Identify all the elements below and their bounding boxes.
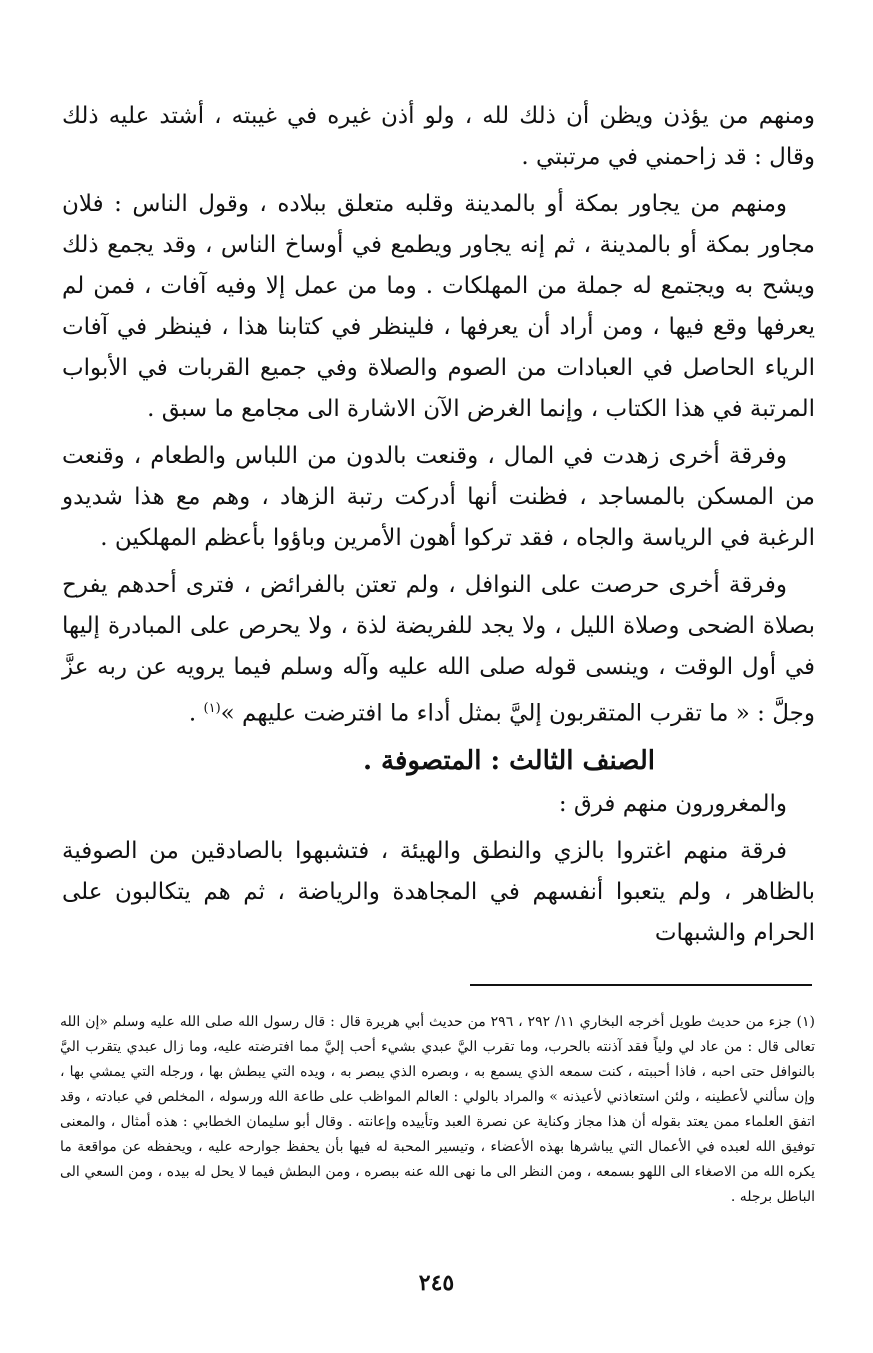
paragraph-2: ومنهم من يجاور بمكة أو بالمدينة وقلبه متعلق ببلاده ، وقول الناس : فلان مجاور بمكة أو بالمدينة ، ثم إنه يجاور ويطمع في أوساخ الناس ، وقد يجمع ذلك ويشح به ويجتمع له جملة من المهلكات . وما من عمل إلا وفيه آفات ، فمن لم يعرفها وقع فيها ، ومن أراد أن يعرفها ، فلينظر في كتابنا هذا ، فينظر في آفات الرياء الحاصل في العبادات من الصوم والصلاة وفي جميع القربات في الأبواب المرتبة في هذا الكتاب ، وإنما الغرض الآن الاشارة الى مجامع ما سبق . — [62, 191, 815, 422]
section-heading: الصنف الثالث : المتصوفة . — [362, 745, 655, 776]
paragraph-4 — [62, 565, 815, 735]
paragraph-5: والمغرورون منهم فرق : — [558, 790, 787, 817]
footnote-marker-tail: . — [188, 700, 204, 727]
paragraph-1: ومنهم من يؤذن ويظن أن ذلك لله ، ولو أذن غيره في غيبته ، أشتد عليه ذلك وقال : قد زاحمني في مرتبتي . — [62, 103, 815, 170]
page-number: ٢٤٥ — [418, 1270, 455, 1296]
footnote-text: (١) جزء من حديث طويل أخرجه البخاري ١١/ ٢٩٢ ، ٢٩٦ من حديث أبي هريرة قال : قال رسول الله صلى الله عليه وسلم «إن الله تعالى قال : من عاد لي ولياً فقد آذنته بالحرب، وما تقرب اليَّ عبدي بشيء أحب إليَّ مما افترضته عليه، وما زال عبدي يتقرب اليَّ بالنوافل حتى احبه ، فاذا أحببته ، كنت سمعه الذي يسمع به ، وبصره الذي يبصر به ، ويده التي يبطش بها ، ورجله التي يمشي بها ، وإن سألني لأعطينه ، ولئن استعاذني لأعيذنه » والمراد بالولي : العالم المواظب على طاعة الله ورسوله ، المخلص في عبادته ، وقد اتفق العلماء ممن يعتد بقوله أن هذا مجاز وكناية عن نصرة العبد وتأييده وإعانته . وقال أبو سليمان الخطابي : هذه أمثال ، والمعنى توفيق الله لعبده في الأعمال التي يباشرها بهذه الأعضاء ، وتيسير المحبة له فيها بأن يحفظ جوارحه عليه ، ويحفظه عن مواقعة ما يكره الله من الاصغاء الى اللهو بسمعه ، ومن النظر الى ما نهى الله عنه ببصره ، ومن البطش فيما لا يحل له بيده ، ومن السعي الى الباطل برجله . — [60, 1014, 816, 1205]
paragraph-4-text: وفرقة أخرى حرصت على النوافل ، ولم تعتن بالفرائض ، فترى أحدهم يفرح بصلاة الضحى وصلاة الليل ، ولا يجد للفريضة لذة ، ولا يحرص على المبادرة إليها في أول الوقت ، وينسى قوله صلى الله عليه وآله وسلم فيما يرويه عن ربه عزَّ وجلَّ : « ما تقرب المتقربون إليَّ بمثل أداء ما افترضت عليهم » — [62, 572, 815, 727]
footnote-marker[interactable]: (١) — [203, 701, 221, 716]
footnote-divider — [470, 984, 812, 986]
paragraph-6: فرقة منهم اغتروا بالزي والنطق والهيئة ، فتشبهوا بالصادقين من الصوفية بالظاهر ، ولم يتعبوا أنفسهم في المجاهدة والرياضة ، ثم هم يتكالبون على الحرام والشبهات — [62, 837, 815, 946]
main-text — [62, 96, 815, 960]
footnote-section — [60, 1010, 815, 1210]
paragraph-3: وفرقة أخرى زهدت في المال ، وقنعت بالدون من اللباس والطعام ، وقنعت من المسكن بالمساجد ، فظنت أنها أدركت رتبة الزهاد ، وهم مع هذا شديدو الرغبة في الرياسة والجاه ، فقد تركوا أهون الأمرين وباؤوا بأعظم المهلكين . — [62, 443, 815, 551]
